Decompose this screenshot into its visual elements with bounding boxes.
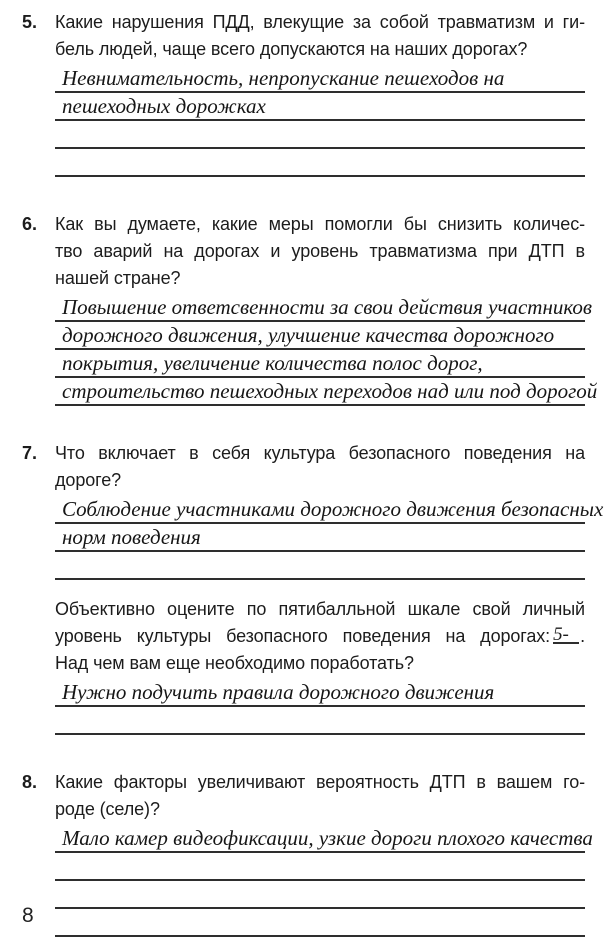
answer-line	[55, 378, 598, 406]
question-text-line: уровень культуры безопасного поведения на дорогах: 5- .	[55, 624, 585, 646]
handwritten-answer: Нужно подучить правила дорожного движения	[62, 680, 495, 704]
question-number: 5.	[22, 12, 38, 32]
handwritten-answer	[55, 906, 62, 907]
question-text	[55, 9, 585, 63]
answer-line	[55, 93, 585, 121]
answer-line	[55, 63, 585, 93]
question-text-line: дороге?	[55, 470, 122, 490]
handwritten-answer: Мало камер видеофиксации, узкие дороги плохого качества	[62, 826, 593, 850]
handwritten-answer	[55, 878, 62, 879]
answer-lines	[55, 63, 585, 177]
answer-lines	[55, 823, 593, 937]
handwritten-answer: Соблюдение участниками дорожного движения безопасных	[62, 497, 604, 521]
question-text-line: роде (селе)?	[55, 799, 160, 819]
question-text-line: Что включает в себя культура безопасного поведения на	[55, 443, 585, 463]
questions-container	[22, 9, 604, 937]
answer-line	[55, 909, 585, 937]
answer-line	[55, 149, 585, 177]
answer-line	[55, 121, 585, 149]
question-number: 8.	[22, 772, 38, 792]
handwritten-answer: строительство пешеходных переходов над или под дорогой	[62, 379, 598, 403]
handwritten-answer: пешеходных дорожках	[62, 94, 266, 118]
answer-line	[55, 292, 593, 322]
answer-lines	[55, 677, 585, 735]
handwritten-answer: Невнимательность, непропускание пешеходов на	[62, 66, 505, 90]
answer-line	[55, 853, 585, 881]
answer-lines	[55, 494, 604, 580]
handwritten-answer	[55, 146, 62, 147]
answer-line	[55, 707, 585, 735]
handwritten-score: 5-	[553, 627, 579, 644]
answer-line	[55, 524, 585, 552]
handwritten-answer	[55, 577, 62, 578]
question-text-line: бель людей, чаще всего допускаются на наших дорогах?	[55, 39, 528, 59]
answer-line	[55, 350, 585, 378]
question-block	[22, 440, 604, 580]
question-text-line: Объективно оцените по пятибалльной шкале свой личный	[55, 599, 585, 619]
answer-line	[55, 494, 604, 524]
handwritten-answer	[55, 732, 62, 733]
question-text	[55, 440, 585, 494]
answer-line	[55, 823, 593, 853]
handwritten-answer	[55, 934, 62, 935]
question-number: 6.	[22, 214, 38, 234]
handwritten-answer: покрытия, увеличение количества полос дорог,	[62, 351, 483, 375]
handwritten-answer: норм поведения	[62, 525, 201, 549]
question-number: 7.	[22, 443, 38, 463]
question-block	[22, 9, 585, 177]
question-text-line: тво аварий на дорогах и уровень травматизма при ДТП в	[55, 241, 585, 261]
handwritten-answer: Повышение ответсвенности за свои действия участников	[62, 295, 593, 319]
question-block	[22, 596, 585, 735]
handwritten-answer	[55, 174, 62, 175]
question-text	[55, 211, 585, 292]
answer-line	[55, 552, 585, 580]
question-block	[22, 769, 593, 937]
page-number: 8	[22, 904, 34, 927]
question-text	[55, 769, 585, 823]
question-text-line: нашей стране?	[55, 268, 181, 288]
answer-line	[55, 322, 585, 350]
answer-line	[55, 881, 585, 909]
answer-lines	[55, 292, 598, 406]
question-block	[22, 211, 598, 406]
question-text-line: Какие нарушения ПДД, влекущие за собой травматизм и ги-	[55, 12, 585, 32]
handwritten-answer: дорожного движения, улучшение качества дорожного	[62, 323, 555, 347]
question-text	[55, 596, 585, 677]
answer-line	[55, 677, 585, 707]
question-number	[22, 596, 55, 677]
question-text-line: Как вы думаете, какие меры помогли бы снизить количес-	[55, 214, 585, 234]
question-text-line: Какие факторы увеличивают вероятность ДТП в вашем го-	[55, 772, 585, 792]
question-text-line: Над чем вам еще необходимо поработать?	[55, 653, 414, 673]
